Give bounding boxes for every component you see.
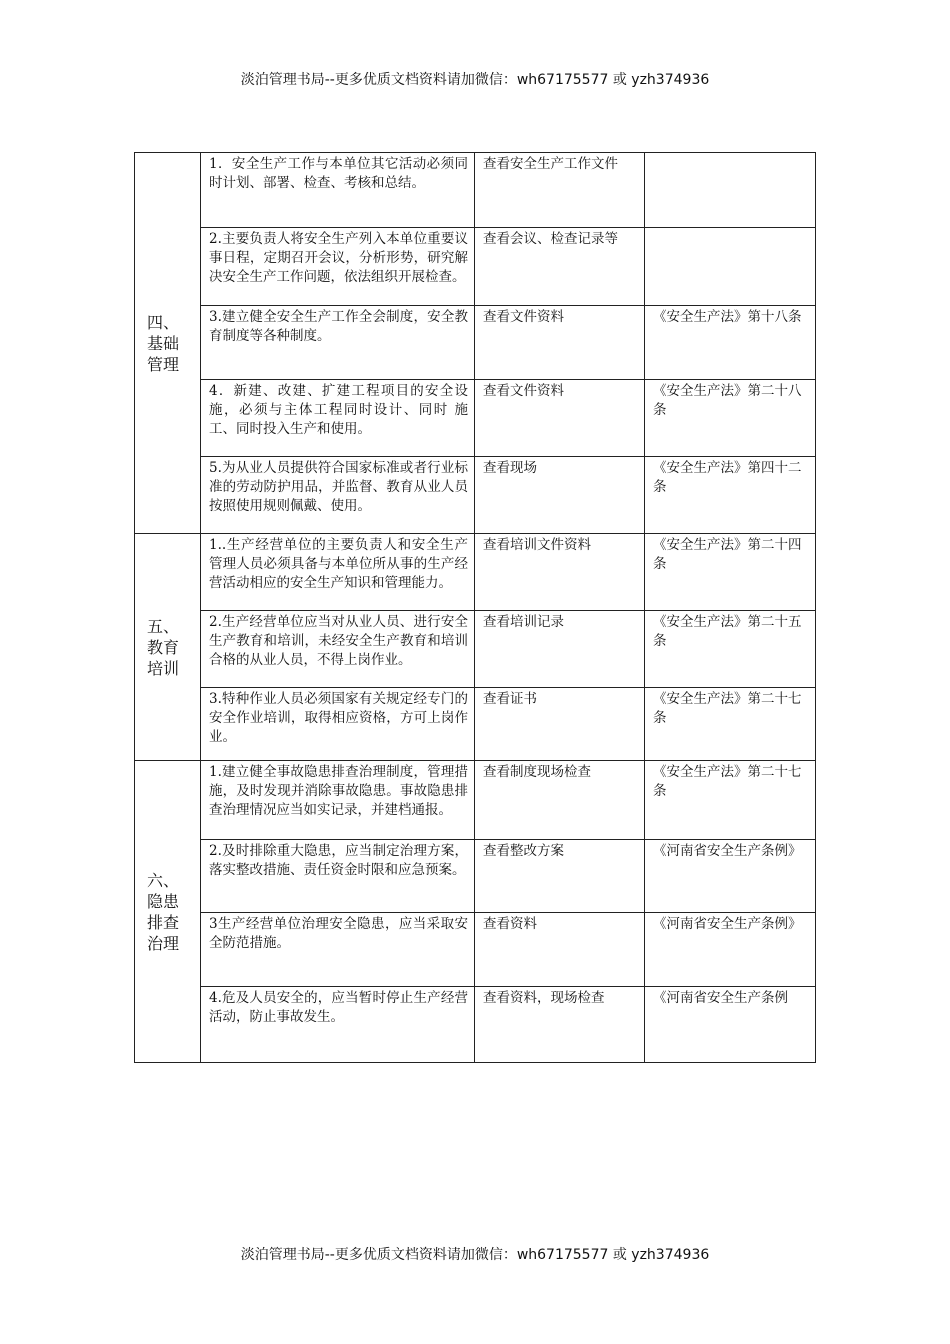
method-cell: 查看培训文件资料	[475, 534, 645, 611]
basis-cell: 《安全生产法》第十八条	[645, 306, 816, 380]
method-cell: 查看整改方案	[475, 840, 645, 913]
basis-cell	[645, 153, 816, 228]
table-row	[135, 457, 816, 534]
category-cell: 五、教育培训	[135, 534, 201, 761]
requirement-cell: 1．安全生产工作与本单位其它活动必须同时计划、部署、检查、考核和总结。	[201, 153, 475, 228]
table-row	[135, 688, 816, 761]
category-cell: 六、隐患排查治理	[135, 761, 201, 1063]
method-cell: 查看安全生产工作文件	[475, 153, 645, 228]
requirement-cell: 2.主要负责人将安全生产列入本单位重要议事日程，定期召开会议，分析形势，研究解决安全生产工作问题，依法组织开展检查。	[201, 228, 475, 306]
inspection-table	[134, 152, 816, 1063]
requirement-cell: 1.建立健全事故隐患排查治理制度，管理措施，及时发现并消除事故隐患。事故隐患排查治理情况应当如实记录，并建档通报。	[201, 761, 475, 840]
table-row	[135, 534, 816, 611]
requirement-cell: 4．新建、改建、扩建工程项目的安全设施，必须与主体工程同时设计、同时 施工、同时投入生产和使用。	[201, 380, 475, 457]
basis-cell: 《河南省安全生产条例	[645, 987, 816, 1063]
method-cell: 查看资料	[475, 913, 645, 987]
method-cell: 查看培训记录	[475, 611, 645, 688]
requirement-cell: 2.生产经营单位应当对从业人员、进行安全生产教育和培训，未经安全生产教育和培训合格的从业人员，不得上岗作业。	[201, 611, 475, 688]
basis-cell	[645, 228, 816, 306]
basis-cell: 《安全生产法》第二十八条	[645, 380, 816, 457]
method-cell: 查看会议、检查记录等	[475, 228, 645, 306]
basis-cell: 《安全生产法》第二十七条	[645, 761, 816, 840]
requirement-cell: 3生产经营单位治理安全隐患，应当采取安全防范措施。	[201, 913, 475, 987]
requirement-cell: 2.及时排除重大隐患，应当制定治理方案，落实整改措施、责任资金时限和应急预案。	[201, 840, 475, 913]
basis-cell: 《河南省安全生产条例》	[645, 913, 816, 987]
requirement-cell: 5.为从业人员提供符合国家标准或者行业标准的劳动防护用品，并监督、教育从业人员按照使用规则佩戴、使用。	[201, 457, 475, 534]
table-row	[135, 228, 816, 306]
basis-cell: 《安全生产法》第四十二条	[645, 457, 816, 534]
basis-cell: 《安全生产法》第二十四条	[645, 534, 816, 611]
table-row	[135, 380, 816, 457]
method-cell: 查看资料，现场检查	[475, 987, 645, 1063]
basis-cell: 《河南省安全生产条例》	[645, 840, 816, 913]
requirement-cell: 1..生产经营单位的主要负责人和安全生产管理人员必须具备与本单位所从事的生产经营活动相应的安全生产知识和管理能力。	[201, 534, 475, 611]
method-cell: 查看证书	[475, 688, 645, 761]
table-row	[135, 306, 816, 380]
table-row	[135, 913, 816, 987]
requirement-cell: 4.危及人员安全的，应当暂时停止生产经营活动，防止事故发生。	[201, 987, 475, 1063]
method-cell: 查看文件资料	[475, 380, 645, 457]
requirement-cell: 3.特种作业人员必须国家有关规定经专门的安全作业培训，取得相应资格，方可上岗作业。	[201, 688, 475, 761]
method-cell: 查看现场	[475, 457, 645, 534]
method-cell: 查看制度现场检查	[475, 761, 645, 840]
page-header: 淡泊管理书局--更多优质文档资料请加微信：wh67175577 或 yzh374936	[240, 72, 710, 88]
page-footer: 淡泊管理书局--更多优质文档资料请加微信：wh67175577 或 yzh374936	[240, 1247, 710, 1263]
table-row	[135, 840, 816, 913]
method-cell: 查看文件资料	[475, 306, 645, 380]
basis-cell: 《安全生产法》第二十七条	[645, 688, 816, 761]
table-row	[135, 611, 816, 688]
requirement-cell: 3.建立健全安全生产工作全会制度，安全教育制度等各种制度。	[201, 306, 475, 380]
table-row	[135, 153, 816, 228]
category-cell: 四、基础管理	[135, 153, 201, 534]
table-row	[135, 761, 816, 840]
basis-cell: 《安全生产法》第二十五条	[645, 611, 816, 688]
table-row	[135, 987, 816, 1063]
